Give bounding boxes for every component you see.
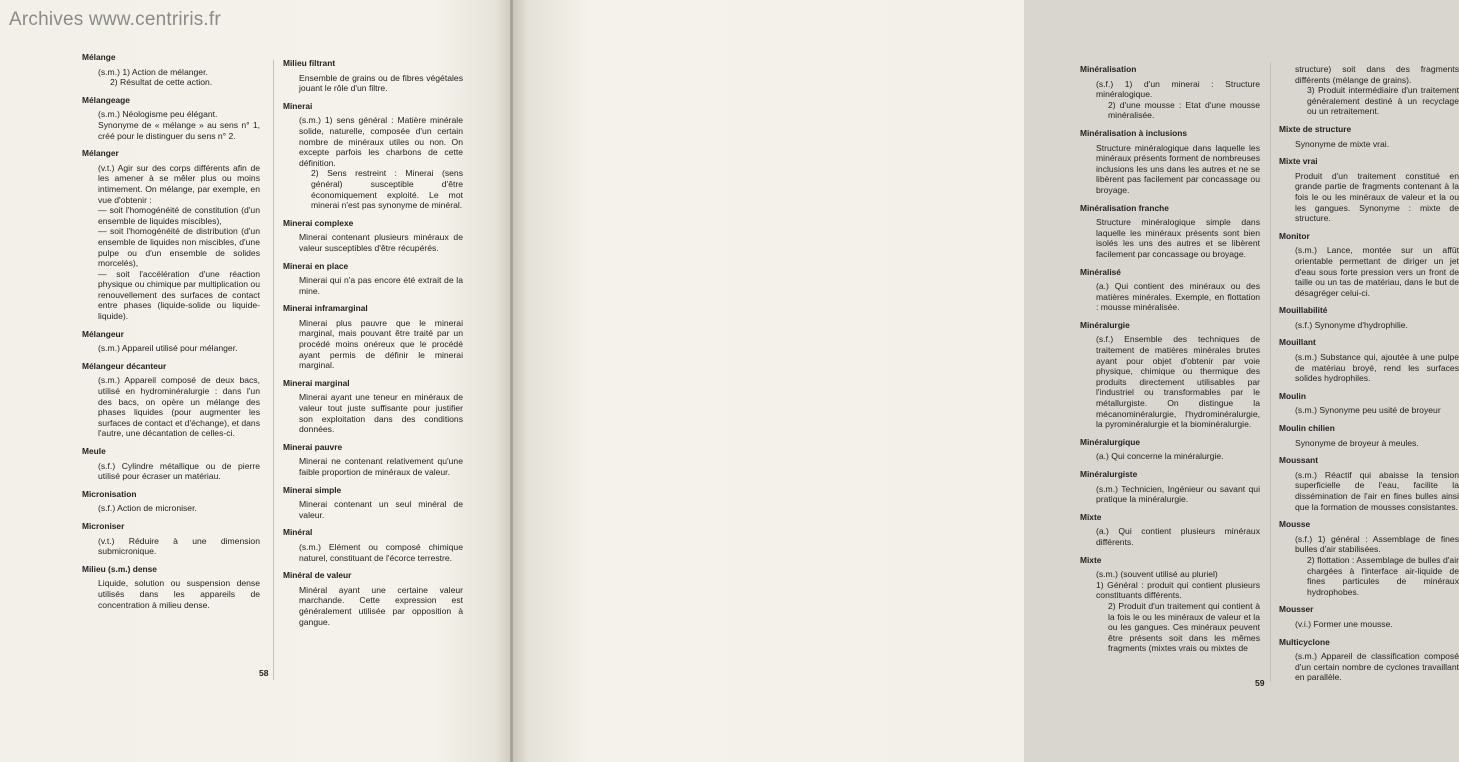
glossary-entry: [82, 361, 260, 439]
entry-definition-line: (v.t.) Agir sur des corps différents afin de les amener à se mêler plus ou moins intimement. On mélange, par exemple, en vue d'obtenir :: [98, 162, 260, 205]
entry-definition-line: (a.) Qui contient des minéraux ou des matières minérales. Exemple, en flottation : mousse minéralisée.: [1096, 281, 1260, 313]
entry-definition-line: — soit l'homogénéité de distribution (d'un ensemble de liquides non miscibles, d'une pulpe ou d'un ensemble de solides morcelés),: [98, 226, 260, 269]
entry-definition-line: Liquide, solution ou suspension dense utilisés dans les appareils de concentration à milieu dense.: [98, 578, 260, 610]
entry-definition-line: (s.m.) Lance, montée sur un affût orientable permettant de diriger un jet d'eau sous forte pression vers un front de taille ou un tas de matériau, dans le but de désagréger celui-ci.: [1295, 245, 1459, 298]
glossary-entry: [1279, 64, 1459, 117]
entry-term: Minerai inframarginal: [283, 303, 368, 314]
entry-term: Minéralurgique: [1080, 436, 1141, 447]
entry-definition-line: 2) Résultat de cette action.: [110, 77, 213, 88]
entry-term: Minéralisation à inclusions: [1080, 127, 1188, 138]
entry-term: Milieu filtrant: [283, 58, 336, 68]
entry-term: Minerai complexe: [283, 217, 354, 228]
entry-term: Mixte de structure: [1279, 123, 1352, 134]
entry-definition-line: (s.m.) Elément ou composé chimique naturel, constituant de l'écorce terrestre.: [299, 541, 463, 563]
entry-definition-line: Minerai contenant un seul minéral de valeur.: [299, 499, 463, 520]
entry-definition-line: (s.m.) Synonyme peu usité de broyeur: [1295, 405, 1441, 416]
entry-definition-line: Ensemble de grains ou de fibres végétales jouant le rôle d'un filtre.: [299, 72, 463, 94]
entry-term: Mixte: [1080, 554, 1102, 565]
entry-term: Minerai pauvre: [283, 441, 343, 452]
entry-definition-line: Synonyme de broyeur à meules.: [1295, 437, 1419, 448]
entry-definition-line: structure) soit dans des fragments différents (mélange de grains).: [1295, 64, 1459, 85]
entry-term: Microniser: [82, 520, 125, 531]
glossary-entry: [82, 329, 260, 354]
glossary-entry: [283, 570, 463, 627]
glossary-entry: [1080, 203, 1260, 260]
glossary-entry: [1080, 64, 1260, 121]
column-divider: [1270, 62, 1271, 682]
entry-definition-line: Synonyme de mixte vrai.: [1295, 138, 1390, 149]
watermark: Archives www.centriris.fr: [9, 9, 221, 30]
glossary-entry: [283, 442, 463, 478]
entry-term: Minéralurgie: [1080, 319, 1130, 330]
entry-definition-line: Minerai qui n'a pas encore été extrait de la mine.: [299, 275, 463, 296]
entry-term: Mouillabilité: [1279, 305, 1328, 316]
entry-definition-line: (s.f.) Action de microniser.: [98, 503, 197, 514]
entry-definition-line: (a.) Qui concerne la minéralurgie.: [1096, 451, 1224, 462]
entry-term: Mélanger: [82, 148, 119, 159]
entry-term: Mixte vrai: [1279, 156, 1318, 167]
glossary-entry: [1279, 455, 1459, 512]
glossary-entry: [283, 485, 463, 521]
entry-term: Mélangeur: [82, 328, 124, 339]
glossary-entry: [1279, 391, 1459, 416]
entry-definition-line: (s.f.) Cylindre métallique ou de pierre utilisé pour écraser un matériau.: [98, 460, 260, 482]
entry-definition-line: Minerai ayant une teneur en minéraux de valeur tout juste suffisante pour justifier son exploitation dans des conditions données.: [299, 392, 463, 435]
left-page: [0, 0, 511, 762]
glossary-entry: [283, 527, 463, 563]
entry-term: Mousse: [1279, 519, 1311, 530]
glossary-entry: [82, 489, 260, 514]
glossary-entry: [1080, 128, 1260, 196]
glossary-entry: [82, 52, 260, 88]
entry-term: Minéralisé: [1080, 266, 1121, 277]
entry-term: Meule: [82, 446, 106, 456]
entry-definition-line: Minerai ne contenant relativement qu'une faible proportion de minéraux de valeur.: [299, 456, 463, 477]
glossary-entry: [283, 378, 463, 435]
entry-definition-line: (s.m.) Substance qui, ajoutée à une pulpe de matériau broyé, rend les surfaces solides hydrophiles.: [1295, 352, 1459, 384]
entry-definition-line: (s.m.) 1) Action de mélanger.: [98, 66, 208, 77]
entry-definition-line: Structure minéralogique dans laquelle les minéraux présents forment de nombreuses inclusions les uns dans les autres et ne se libèrent pas facilement par concassage ou broyage.: [1096, 142, 1260, 195]
entry-term: Minéralurgiste: [1080, 469, 1138, 479]
entry-term: Minerai: [283, 100, 313, 111]
glossary-entry: [1080, 469, 1260, 505]
entry-definition-line: 2) d'une mousse : Etat d'une mousse minéralisée.: [1108, 99, 1260, 121]
entry-definition-line: (s.f.) Ensemble des techniques de traitement de matières minérales brutes ayant pour objet d'obtenir par voie physique, chimique ou thermique des produits directement utilisables par l'industriel ou transformables par le métallurgiste. On distingue la mécanominéralurgie, l'hydrominéralurgie, la pyrominéralurgie et la biominéralurgie.: [1096, 334, 1260, 430]
entry-definition-line: — soit l'accélération d'une réaction physique ou chimique par multiplication ou renouvellement des surfaces de contact entre phases (liquide-solide ou liquide-liquide).: [98, 268, 260, 322]
entry-definition-line: Minerai plus pauvre que le minerai marginal, mais pouvant être traité par un procédé moins onéreux que le procédé ayant permis de définir le minerai marginal.: [299, 317, 463, 371]
entry-term: Moulin chilien: [1279, 423, 1335, 434]
entry-term: Minéral: [283, 527, 313, 538]
entry-definition-line: Produit d'un traitement constitué en grande partie de fragments contenant à la fois le ou les minéraux de valeur et la ou les gangues. Synonyme : mixte de structure.: [1295, 170, 1459, 224]
entry-definition-line: (s.m.) Réactif qui abaisse la tension superficielle de l'eau, facilite la dissémination de l'air en fines bulles ainsi que la formation de mousses consistantes.: [1295, 469, 1459, 512]
entry-definition-line: (s.m.) (souvent utilisé au pluriel): [1096, 569, 1218, 580]
glossary-entry: [1279, 604, 1459, 629]
entry-term: Milieu (s.m.) dense: [82, 563, 157, 574]
entry-term: Mousser: [1279, 604, 1314, 615]
entry-term: Minerai en place: [283, 260, 349, 271]
entry-term: Micronisation: [82, 488, 137, 499]
entry-definition-line: 3) Produit intermédiaire d'un traitement généralement destiné à un recyclage ou un retraitement.: [1307, 85, 1459, 117]
glossary-entry: [1279, 156, 1459, 224]
entry-term: Monitor: [1279, 230, 1310, 241]
page-number-left: 58: [259, 668, 269, 678]
glossary-entry: [1279, 231, 1459, 299]
entry-term: Mélangeur décanteur: [82, 360, 167, 371]
entry-definition-line: (s.f.) 1) général : Assemblage de fines bulles d'air stabilisées.: [1295, 533, 1459, 555]
glossary-entry: [82, 446, 260, 482]
glossary-entry: [283, 101, 463, 211]
entry-definition-line: (s.m.) Appareil de classification composé d'un certain nombre de cyclones travaillant en parallèle.: [1295, 651, 1459, 683]
entry-definition-line: 1) Général : produit qui contient plusieurs constituants différents.: [1096, 579, 1260, 601]
glossary-entry: [283, 303, 463, 371]
entry-term: Minéral de valeur: [283, 570, 352, 581]
entry-term: Mixte: [1080, 511, 1102, 522]
entry-definition-line: (v.i.) Former une mousse.: [1295, 618, 1393, 629]
entry-term: Mélange: [82, 52, 116, 62]
glossary-entry: [82, 148, 260, 322]
entry-term: Moulin: [1279, 390, 1306, 401]
glossary-entry: [1279, 637, 1459, 683]
entry-definition-line: Minerai contenant plusieurs minéraux de valeur susceptibles d'être récupérés.: [299, 232, 463, 253]
entry-definition-line: (s.m.) Appareil utilisé pour mélanger.: [98, 343, 238, 354]
entry-term: Minerai simple: [283, 484, 342, 495]
right-page: [513, 0, 1459, 762]
entry-term: Minéralisation: [1080, 64, 1137, 74]
glossary-entry: [283, 218, 463, 254]
entry-definition-line: (v.t.) Réduire à une dimension submicronique.: [98, 535, 260, 557]
entry-definition-line: (s.f.) Synonyme d'hydrophilie.: [1295, 319, 1408, 330]
glossary-entry: [1279, 337, 1459, 383]
glossary-entry: [1080, 437, 1260, 462]
entry-term: Multicyclone: [1279, 636, 1330, 647]
left-column-1: [82, 52, 260, 617]
glossary-entry: [1279, 423, 1459, 448]
glossary-entry: [1080, 555, 1260, 654]
left-column-2: [283, 58, 463, 634]
entry-definition-line: Synonyme de « mélange » au sens n° 1, créé pour le distinguer du sens n° 2.: [98, 119, 260, 141]
glossary-entry: [1279, 519, 1459, 597]
right-column-1: [1080, 64, 1260, 661]
glossary-entry: [1080, 320, 1260, 430]
entry-definition-line: 2) Sens restreint : Minerai (sens général) susceptible d'être économiquement exploité. Le mot minerai n'est pas synonyme de minéral.: [311, 168, 463, 211]
entry-term: Minerai marginal: [283, 377, 350, 388]
glossary-entry: [82, 521, 260, 557]
entry-definition-line: 2) flottation : Assemblage de bulles d'air chargées à l'interface air-liquide de fines particules de minéraux hydrophobes.: [1307, 554, 1459, 597]
entry-definition-line: (s.m.) Appareil composé de deux bacs, utilisé en hydrominéralurgie : dans l'un des bacs, on opère un mélange des phases liquides (pour augmenter les surfaces de contact et d'échange), et dans l'autre, une décantation de celles-ci.: [98, 375, 260, 439]
glossary-entry: [82, 95, 260, 141]
page-number-right: 59: [1255, 678, 1265, 688]
entry-definition-line: 2) Produit d'un traitement qui contient à la fois le ou les minéraux de valeur et la ou les gangues. Ces minéraux peuvent être présents soit dans les mêmes fragments (mixtes vrais ou mixtes de: [1108, 600, 1260, 654]
glossary-entry: [283, 58, 463, 94]
glossary-entry: [82, 564, 260, 610]
entry-definition-line: — soit l'homogénéité de constitution (d'un ensemble de liquides miscibles),: [98, 205, 260, 226]
entry-term: Minéralisation franche: [1080, 202, 1169, 213]
glossary-entry: [283, 261, 463, 297]
entry-term: Moussant: [1279, 455, 1319, 466]
right-column-2: [1279, 64, 1459, 690]
entry-definition-line: Minéral ayant une certaine valeur marchande. Cette expression est généralement utilisée par opposition à gangue.: [299, 584, 463, 627]
entry-definition-line: (s.m.) Néologisme peu élégant.: [98, 109, 218, 120]
entry-definition-line: (s.f.) 1) d'un minerai : Structure minéralogique.: [1096, 78, 1260, 100]
entry-definition-line: (a.) Qui contient plusieurs minéraux différents.: [1096, 526, 1260, 547]
glossary-entry: [1279, 124, 1459, 149]
entry-term: Mélangeage: [82, 94, 130, 105]
glossary-entry: [1080, 512, 1260, 548]
glossary-entry: [1279, 305, 1459, 330]
entry-definition-line: (s.m.) Technicien, Ingénieur ou savant qui pratique la minéralurgie.: [1096, 483, 1260, 505]
entry-definition-line: (s.m.) 1) sens général : Matière minérale solide, naturelle, composée d'un certain nombre de minéraux utiles ou non. On excepte parfois les charbons de cette définition.: [299, 115, 463, 168]
entry-definition-line: Structure minéralogique simple dans laquelle les minéraux présents sont bien isolés les uns des autres et se libèrent facilement par concassage ou broyage.: [1096, 217, 1260, 259]
entry-term: Mouillant: [1279, 337, 1316, 348]
glossary-entry: [1080, 267, 1260, 313]
column-divider: [273, 60, 274, 680]
